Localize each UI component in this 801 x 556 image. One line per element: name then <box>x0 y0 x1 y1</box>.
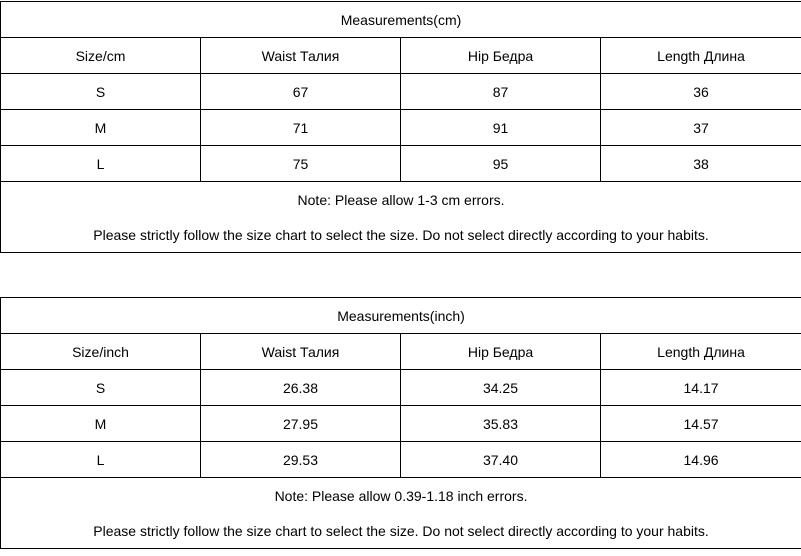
note-row <box>1 513 801 549</box>
table-title: Measurements(cm) <box>1 2 801 38</box>
note-errors: Note: Please allow 1-3 cm errors. <box>1 182 801 218</box>
cell-size: S <box>1 370 201 406</box>
table-row <box>1 110 801 146</box>
cell-waist: 27.95 <box>201 406 401 442</box>
cell-hip: 34.25 <box>401 370 601 406</box>
table-title-row <box>1 298 801 334</box>
table-header-row <box>1 334 801 370</box>
table-row <box>1 442 801 478</box>
cell-length: 14.17 <box>601 370 801 406</box>
table-title: Measurements(inch) <box>1 298 801 334</box>
table-row <box>1 370 801 406</box>
note-errors: Note: Please allow 0.39-1.18 inch errors. <box>1 478 801 514</box>
cell-length: 14.57 <box>601 406 801 442</box>
cell-length: 14.96 <box>601 442 801 478</box>
cell-hip: 37.40 <box>401 442 601 478</box>
cell-hip: 95 <box>401 146 601 182</box>
cell-size: M <box>1 110 201 146</box>
note-row <box>1 182 801 218</box>
cell-waist: 29.53 <box>201 442 401 478</box>
cell-waist: 26.38 <box>201 370 401 406</box>
cell-hip: 35.83 <box>401 406 601 442</box>
table-row <box>1 74 801 110</box>
cell-hip: 87 <box>401 74 601 110</box>
header-cell-hip: Hip Бедра <box>401 334 601 370</box>
table-row <box>1 406 801 442</box>
size-table-inch <box>0 297 801 549</box>
table-header-row <box>1 38 801 74</box>
header-cell-waist: Waist Талия <box>201 38 401 74</box>
header-cell-size: Size/cm <box>1 38 201 74</box>
cell-size: L <box>1 146 201 182</box>
header-cell-hip: Hip Бедра <box>401 38 601 74</box>
note-instructions: Please strictly follow the size chart to select the size. Do not select directly according to your habits. <box>1 217 801 253</box>
cell-waist: 75 <box>201 146 401 182</box>
cell-size: M <box>1 406 201 442</box>
header-cell-length: Length Длина <box>601 38 801 74</box>
note-instructions: Please strictly follow the size chart to select the size. Do not select directly according to your habits. <box>1 513 801 549</box>
header-cell-length: Length Длина <box>601 334 801 370</box>
cell-size: S <box>1 74 201 110</box>
cell-size: L <box>1 442 201 478</box>
cell-length: 38 <box>601 146 801 182</box>
header-cell-size: Size/inch <box>1 334 201 370</box>
cell-hip: 91 <box>401 110 601 146</box>
cell-length: 37 <box>601 110 801 146</box>
cell-waist: 67 <box>201 74 401 110</box>
header-cell-waist: Waist Талия <box>201 334 401 370</box>
cell-waist: 71 <box>201 110 401 146</box>
note-row <box>1 217 801 253</box>
size-table-cm <box>0 1 801 253</box>
cell-length: 36 <box>601 74 801 110</box>
table-title-row <box>1 2 801 38</box>
table-row <box>1 146 801 182</box>
note-row <box>1 478 801 514</box>
